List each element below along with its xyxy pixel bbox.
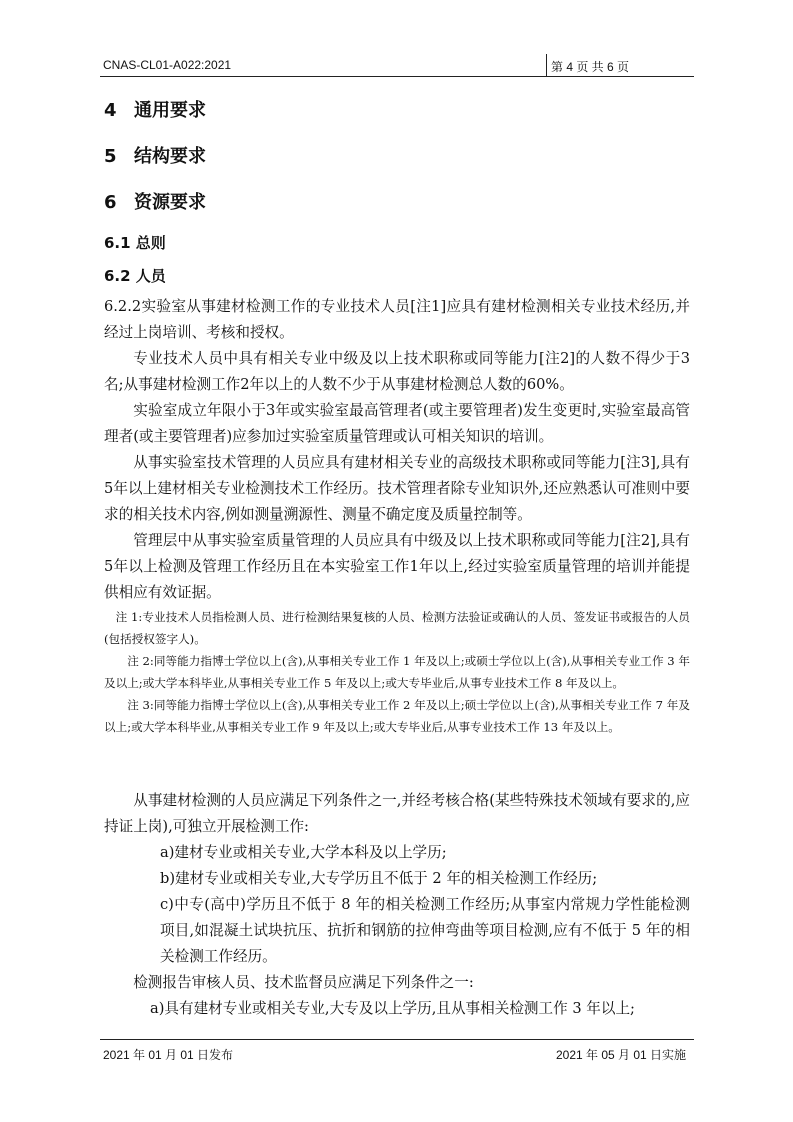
note-3: 注 3:同等能力指博士学位以上(含),从事相关专业工作 2 年及以上;硕士学位以上(含),从事相关专业工作 7 年及以上;或大学本科毕业,从事相关专业工作 9 年及以上;或大专毕业后,从事专业技术工作 13 年及以上。 [104,698,690,734]
body-paragraphs [104,294,690,606]
note-2: 注 2:同等能力指博士学位以上(含),从事相关专业工作 1 年及以上;或硕士学位以上(含),从事相关专业工作 3 年及以上;或大学本科毕业,从事相关专业工作 5 年及以上;或大专毕业后,从事专业技术工作 8 年及以上。 [104,654,690,690]
tester-item-c-text: c)中专(高中)学历且不低于 8 年的相关检测工作经历;从事室内常规力学性能检测项目,如混凝土试块抗压、抗折和钢筋的拉伸弯曲等项目检测,应有不低于 5 年的相关检测工作经历。 [160,896,690,965]
footer-rule [100,1039,694,1040]
paragraph-testers: 从事建材检测的人员应满足下列条件之一,并经考核合格(某些特殊技术领域有要求的,应持证上岗),可独立开展检测工作: [104,792,690,835]
page-info: 第 4 页 共 6 页 [551,60,630,74]
paragraph-new-lab: 实验室成立年限小于3年或实验室最高管理者(或主要管理者)发生变更时,实验室最高管理者(或主要管理者)应参加过实验室质量管理或认可相关知识的培训。 [104,402,690,445]
section-number: 6 [104,192,117,213]
notes-block [104,606,690,738]
tester-item-a: a)建材专业或相关专业,大学本科及以上学历; [160,844,447,861]
section-number: 4 [104,100,117,121]
section-title: 结构要求 [134,146,206,167]
reviewer-requirements [104,970,690,996]
tester-item-c [160,892,690,970]
header-separator [546,54,547,76]
paragraph-reviewers: 检测报告审核人员、技术监督员应满足下列条件之一: [133,974,474,991]
paragraph-quality-manager: 管理层中从事实验室质量管理的人员应具有中级及以上技术职称或同等能力[注2],具有5年以上检测及管理工作经历且在本实验室工作1年以上,经过实验室质量管理的培训并能提供相应有效证据。 [104,532,690,601]
paragraph-6-2-2: 6.2.2实验室从事建材检测工作的专业技术人员[注1]应具有建材检测相关专业技术经历,并经过上岗培训、考核和授权。 [104,298,690,341]
tester-item-b: b)建材专业或相关专业,大专学历且不低于 2 年的相关检测工作经历; [160,870,598,887]
section-heading-6 [104,188,206,214]
subsection-heading-6-1: 6.1 总则 [104,234,166,252]
issue-date: 2021 年 01 月 01 日发布 [103,1048,234,1062]
section-heading-4 [104,96,206,122]
reviewer-item-a: a)具有建材专业或相关专业,大专及以上学历,且从事相关检测工作 3 年以上; [150,1000,635,1017]
tester-requirements [104,788,690,840]
paragraph-technical-manager: 从事实验室技术管理的人员应具有建材相关专业的高级技术职称或同等能力[注3],具有5年以上建材相关专业检测技术工作经历。技术管理者除专业知识外,还应熟悉认可准则中要求的相关技术内容,例如测量溯源性、测量不确定度及质量控制等。 [104,454,690,523]
section-title: 通用要求 [134,100,206,121]
section-heading-5 [104,142,206,168]
subsection-heading-6-2: 6.2 人员 [104,267,166,285]
section-title: 资源要求 [134,192,206,213]
paragraph-staff-count: 专业技术人员中具有相关专业中级及以上技术职称或同等能力[注2]的人数不得少于3名;从事建材检测工作2年以上的人数不少于从事建材检测总人数的60%。 [104,350,690,393]
doc-code: CNAS-CL01-A022:2021 [103,58,232,72]
header-rule [100,76,694,77]
effective-date: 2021 年 05 月 01 日实施 [556,1048,687,1062]
note-1: 注 1:专业技术人员指检测人员、进行检测结果复核的人员、检测方法验证或确认的人员、签发证书或报告的人员(包括授权签字人)。 [104,610,690,646]
section-number: 5 [104,146,117,167]
